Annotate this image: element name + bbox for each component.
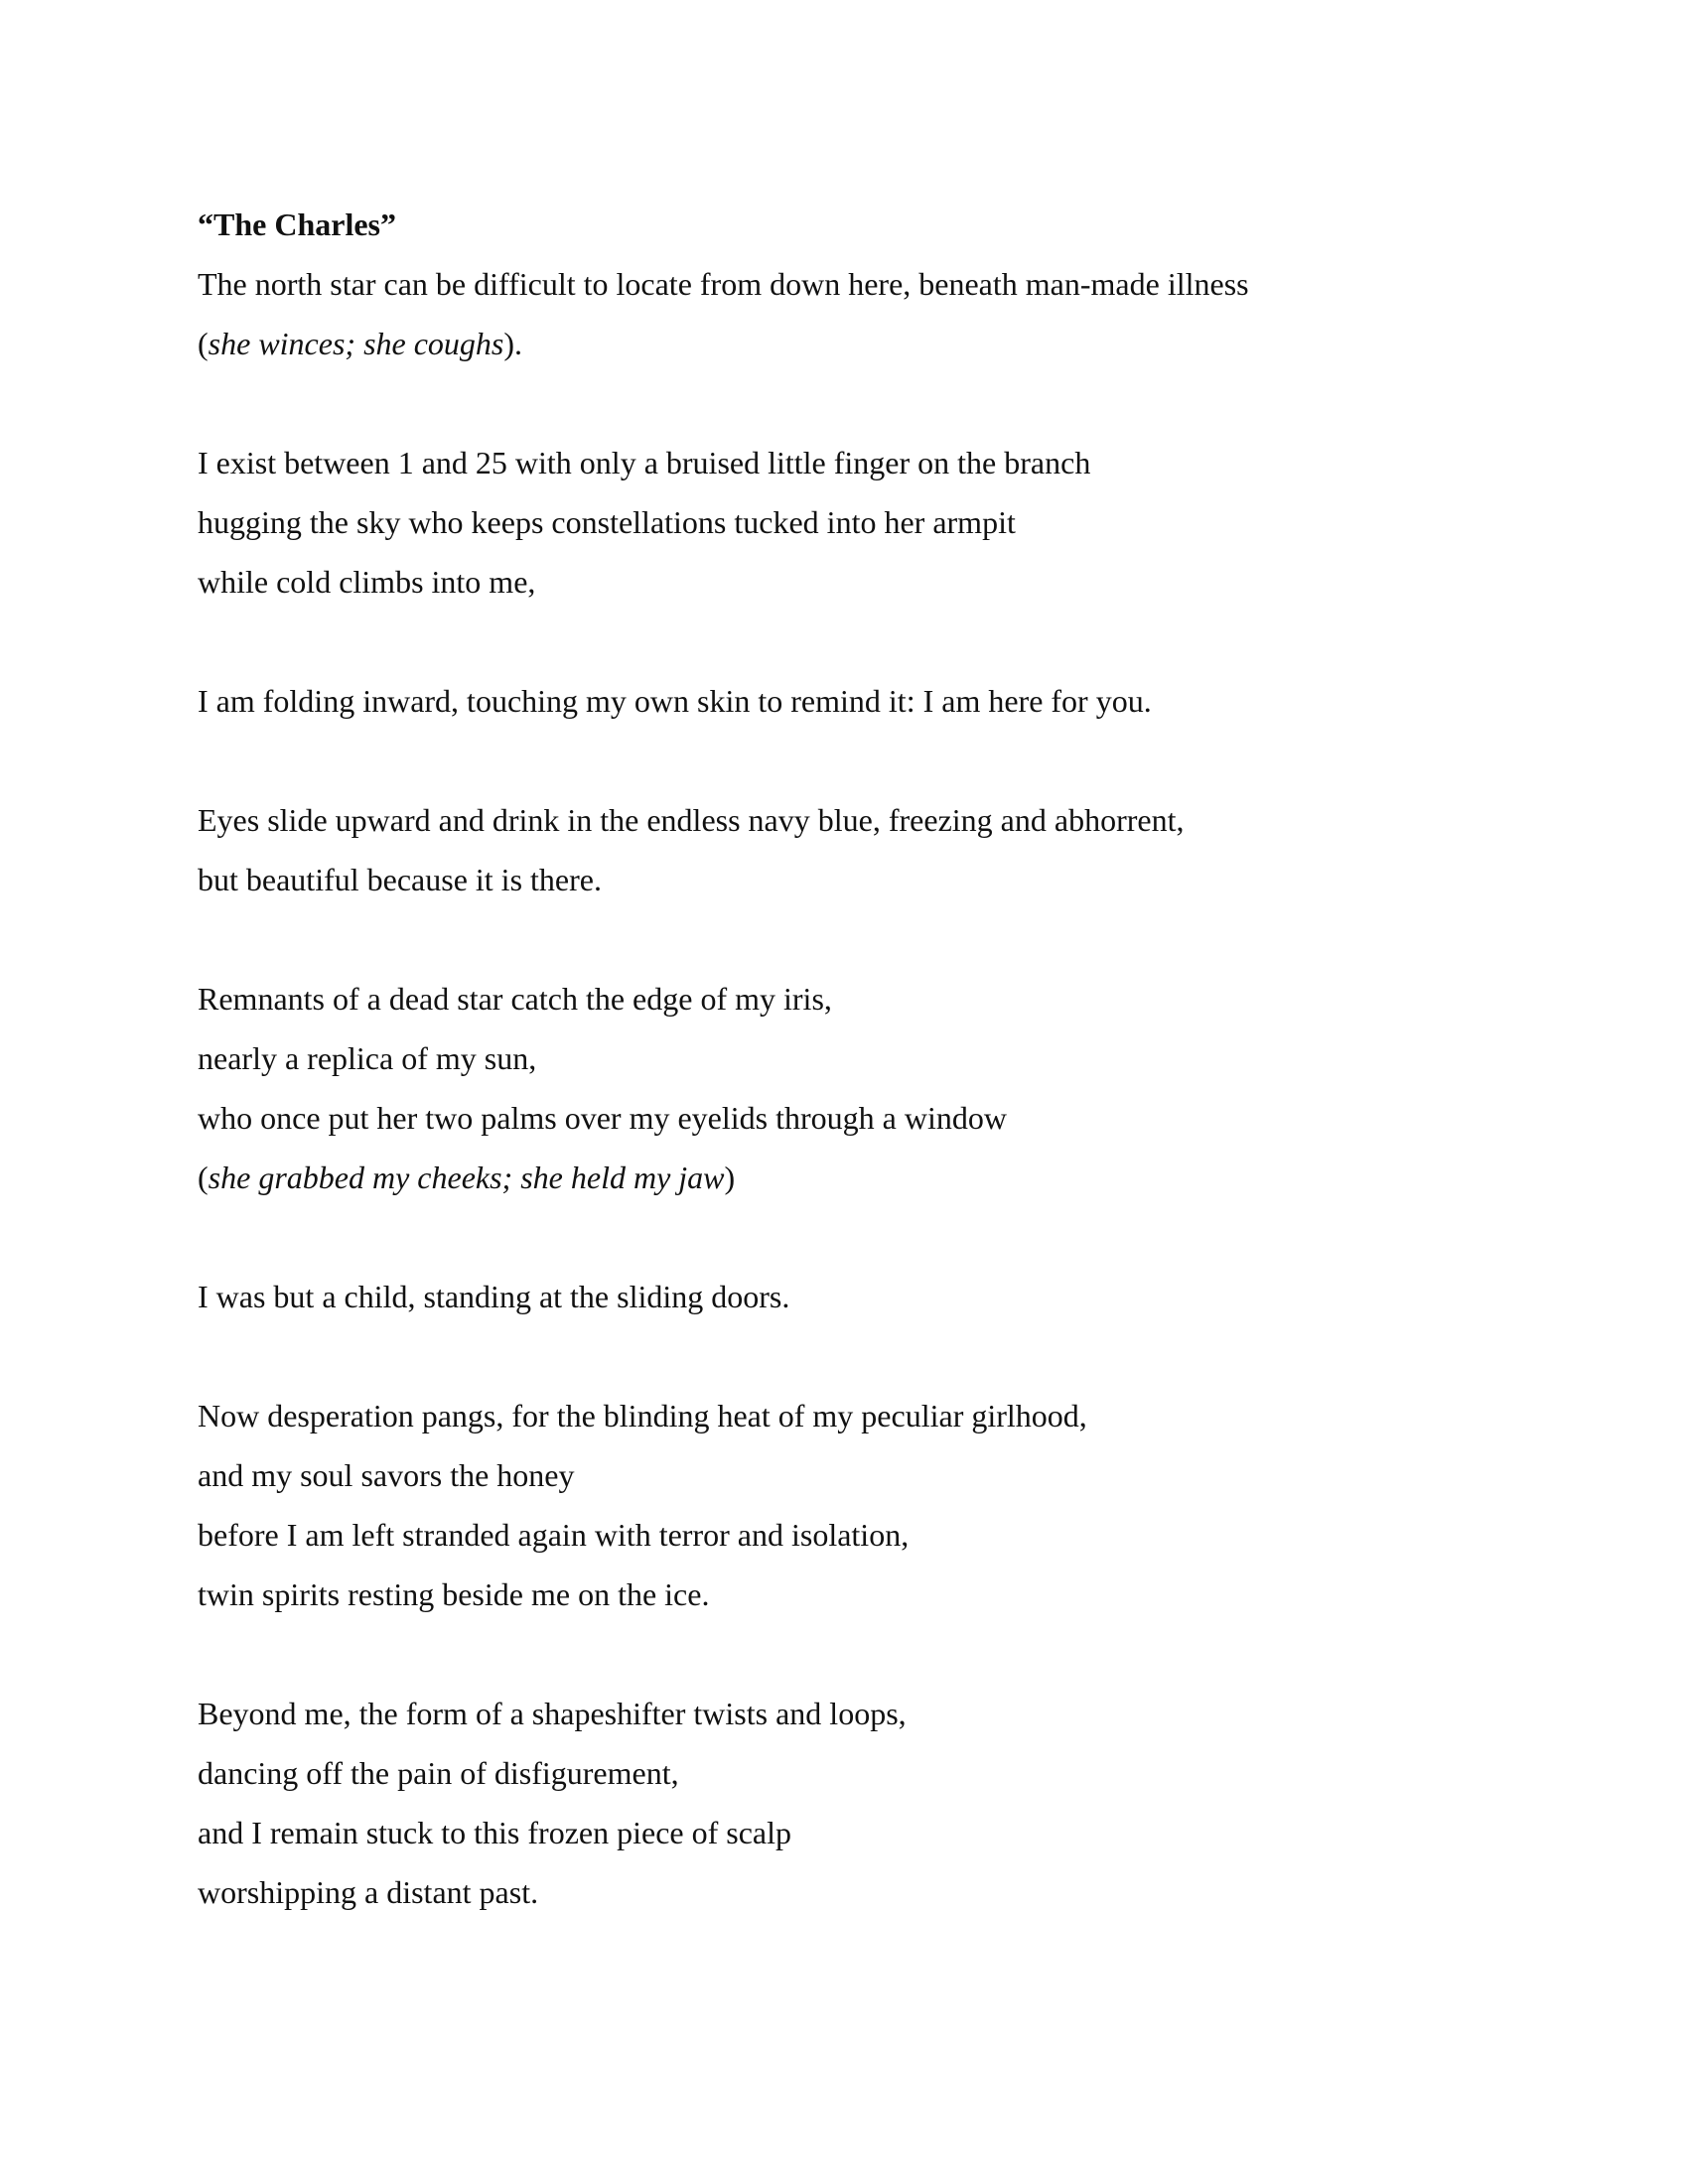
stanza-break (198, 1624, 1488, 1684)
poem-line: and I remain stuck to this frozen piece of scalp (198, 1815, 791, 1850)
poem-body (198, 195, 1488, 1922)
poem-line: I am folding inward, touching my own skin to remind it: I am here for you. (198, 683, 1152, 719)
stanza-break (198, 612, 1488, 671)
poem-line: dancing off the pain of disfigurement, (198, 1755, 679, 1791)
stanza-break (198, 373, 1488, 433)
poem-line: and my soul savors the honey (198, 1457, 575, 1493)
italic-aside: she winces; she coughs (208, 326, 504, 361)
poem-title: “The Charles” (198, 206, 396, 242)
poem-line: Beyond me, the form of a shapeshifter twists and loops, (198, 1696, 907, 1731)
poem-line: nearly a replica of my sun, (198, 1040, 537, 1076)
stanza-break (198, 909, 1488, 969)
paren-close: ). (503, 326, 523, 361)
paren-open: ( (198, 326, 209, 361)
poem-line: Now desperation pangs, for the blinding heat of my peculiar girlhood, (198, 1398, 1087, 1433)
poem-line-parenthetical (198, 314, 1488, 373)
poem-line: I exist between 1 and 25 with only a bruised little finger on the branch (198, 445, 1091, 480)
paren-open: ( (198, 1160, 209, 1195)
poem-line: who once put her two palms over my eyelids through a window (198, 1100, 1007, 1136)
poem-line: worshipping a distant past. (198, 1874, 539, 1910)
poem-line: I was but a child, standing at the sliding doors. (198, 1279, 790, 1314)
italic-aside: she grabbed my cheeks; she held my jaw (208, 1160, 725, 1195)
poem-line-parenthetical (198, 1148, 1488, 1207)
poem-line: before I am left stranded again with terror and isolation, (198, 1517, 910, 1553)
poem-line: The north star can be difficult to locate from down here, beneath man-made illness (198, 266, 1249, 302)
poem-line: but beautiful because it is there. (198, 862, 602, 897)
poem-line: Remnants of a dead star catch the edge of my iris, (198, 981, 832, 1017)
stanza-break (198, 731, 1488, 790)
poem-line: twin spirits resting beside me on the ice. (198, 1576, 710, 1612)
poem-line: hugging the sky who keeps constellations tucked into her armpit (198, 504, 1016, 540)
stanza-break (198, 1207, 1488, 1267)
poem-line: while cold climbs into me, (198, 564, 536, 600)
stanza-break (198, 1326, 1488, 1386)
paren-close: ) (724, 1160, 736, 1195)
poem-line: Eyes slide upward and drink in the endless navy blue, freezing and abhorrent, (198, 802, 1185, 838)
